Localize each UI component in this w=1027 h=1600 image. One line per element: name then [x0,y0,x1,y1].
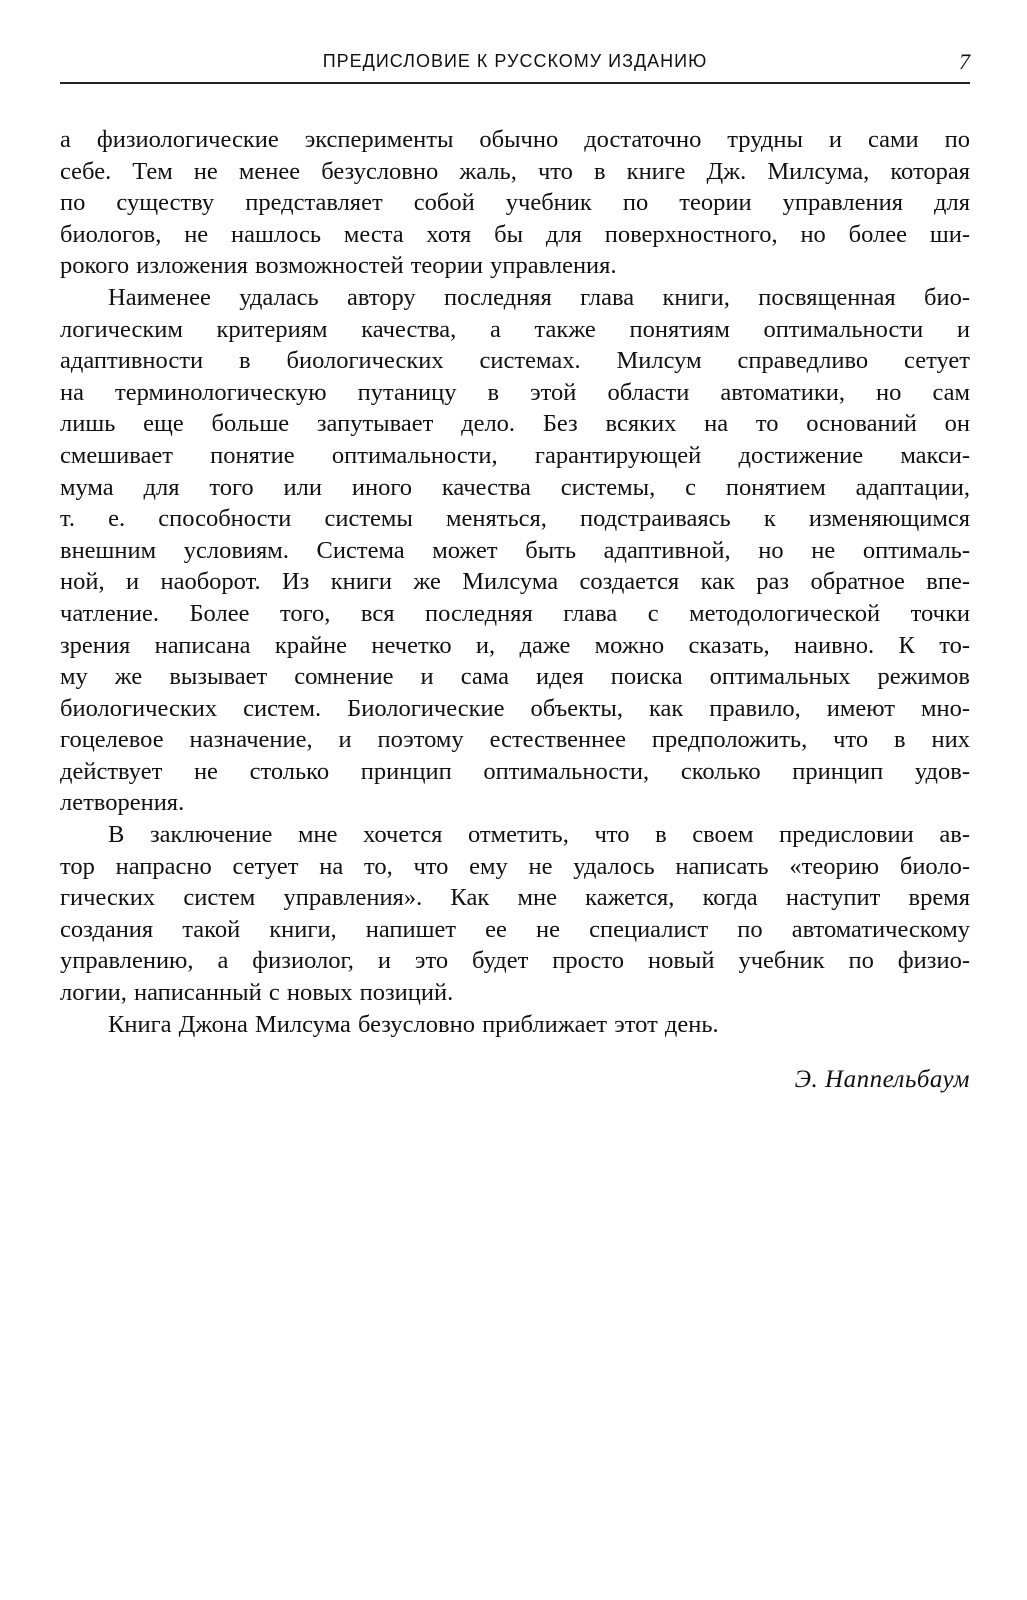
text-line: на терминологическую путаницу в этой области автоматики, но сам [60,378,970,406]
text-line: зрения написана крайне нечетко и, даже можно сказать, наивно. К то- [60,631,970,659]
text-line: чатление. Более того, вся последняя глава с методологической точки [60,599,970,627]
text-line: т. е. способности системы меняться, подстраиваясь к изменяющимся [60,505,970,533]
text-line: мума для того или иного качества системы, с понятием адаптации, [60,473,970,501]
text-line: логии, написанный с новых позиций. [60,979,454,1007]
text-line: лишь еще больше запутывает дело. Без всяких на то оснований он [60,410,970,438]
paragraph-1 [60,124,970,282]
text-line: В заключение мне хочется отметить, что в своем предисловии ав- [108,821,970,849]
paragraph-4 [60,1009,970,1041]
text-line: действует не столько принцип оптимальности, сколько принцип удов- [60,757,970,785]
page-number: 7 [959,49,970,74]
text-line: логическим критериям качества, а также понятиям оптимальности и [60,315,970,343]
text-line: а физиологические эксперименты обычно достаточно трудны и сами по [60,126,970,153]
paragraph-3 [60,819,970,1009]
text-line: рокого изложения возможностей теории управления. [60,252,617,280]
text-line: биологов, не нашлось места хотя бы для поверхностного, но более ши- [60,220,970,248]
author-signature: Э. Наппельбаум [794,1066,970,1094]
text-line: гоцелевое назначение, и поэтому естественнее предположить, что в них [60,726,970,754]
text-line: му же вызывает сомнение и сама идея поиска оптимальных режимов [60,663,970,691]
text-line: внешним условиям. Система может быть адаптивной, но не оптималь- [60,536,970,564]
text-line: гических систем управления». Как мне кажется, когда наступит время [60,884,970,912]
text-line: создания такой книги, напишет ее не специалист по автоматическому [60,915,970,943]
text-line: биологических систем. Биологические объекты, как правило, имеют мно- [60,694,970,722]
text-line: тор напрасно сетует на то, что ему не удалось написать «теорию биоло- [60,852,970,880]
paragraph-2 [60,282,970,819]
text-line: управлению, а физиолог, и это будет просто новый учебник по физио- [60,947,970,975]
text-line: Наименее удалась автору последняя глава книги, посвященная био- [108,283,970,311]
text-line: смешивает понятие оптимальности, гарантирующей достижение макси- [60,441,970,469]
running-head [60,0,970,84]
text-line: Книга Джона Милсума безусловно приближает этот день. [108,1010,719,1038]
text-line: ной, и наоборот. Из книги же Милсума создается как раз обратное впе- [60,568,970,596]
running-title: ПРЕДИСЛОВИЕ К РУССКОМУ ИЗДАНИЮ [322,51,708,71]
book-page [60,0,970,1094]
text-line: себе. Тем не менее безусловно жаль, что в книге Дж. Милсума, которая [60,157,970,185]
text-line: адаптивности в биологических системах. Милсум справедливо сетует [60,347,970,375]
body-text [60,124,970,1094]
text-line: летворения. [60,789,185,817]
text-line: по существу представляет собой учебник по теории управления для [60,189,970,217]
